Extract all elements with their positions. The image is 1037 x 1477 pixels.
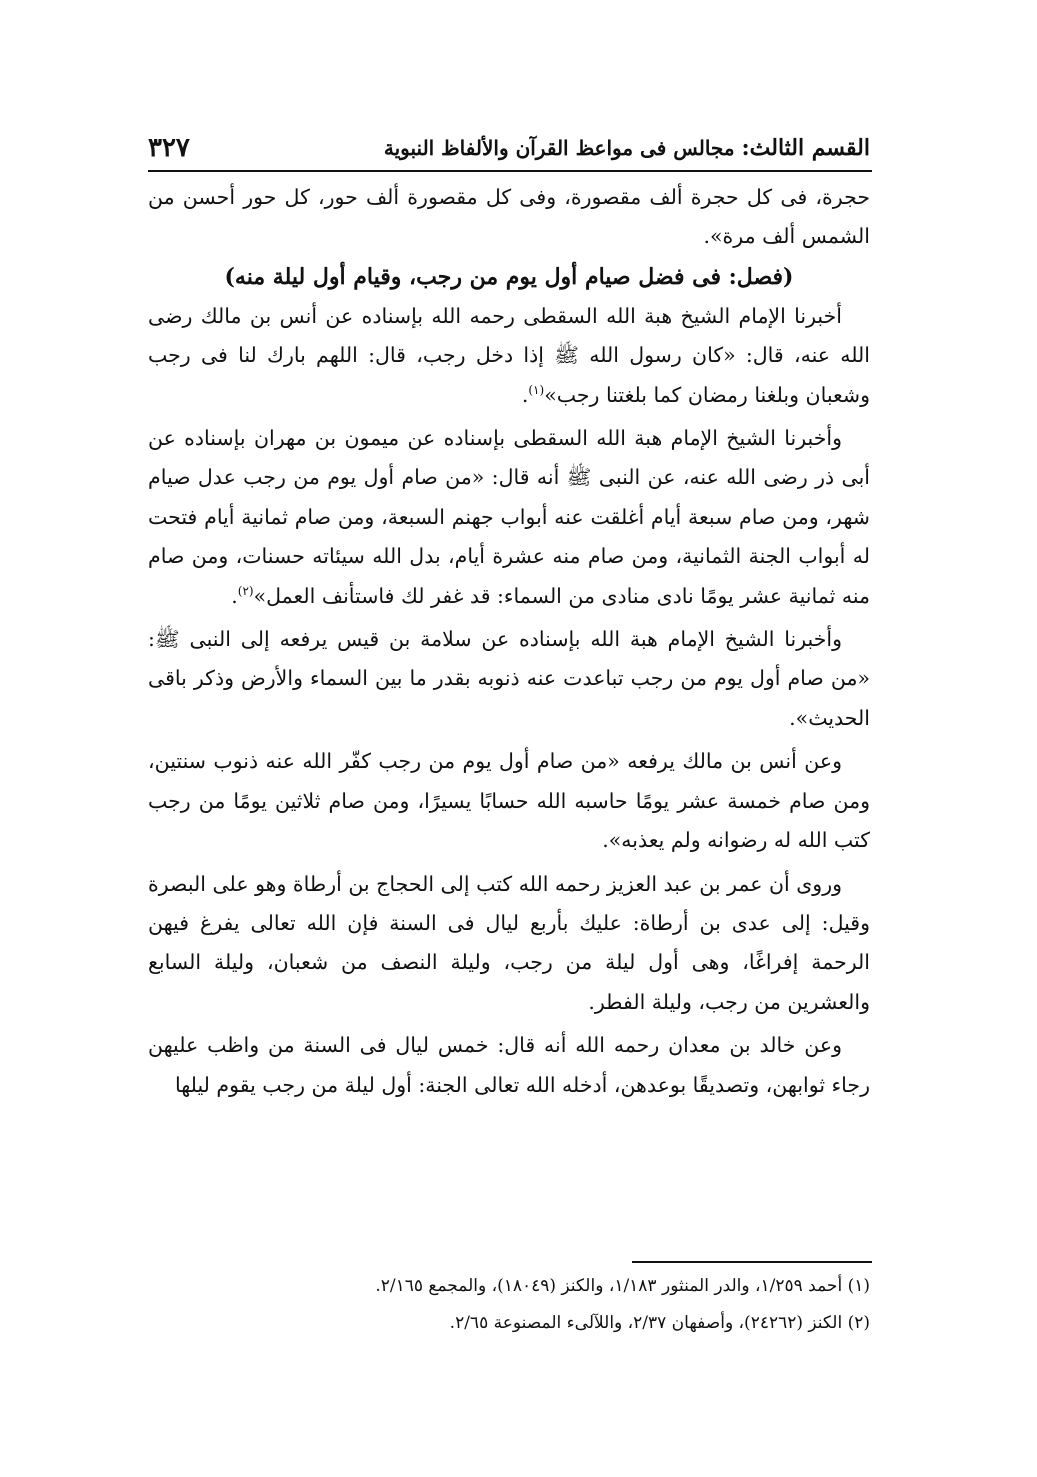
- footnote-ref-1: (١): [528, 382, 545, 397]
- paragraph-2: وأخبرنا الشيخ الإمام هبة الله السقطى بإسناده عن ميمون بن مهران بإسناده عن أبى ذر رضى الله عنه، عن النبى ﷺ أنه قال: «من صام أول يوم من رجب عدل صيام شهر، ومن صام سبعة أيام أغلقت عنه أبواب جهنم السبعة، ومن صام ثمانية أيام فتحت له أبواب الجنة الثمانية، ومن صام منه عشرة أيام، بدل الله سيئاته حسنات، ومن صام منه ثمانية عشر يومًا نادى منادى من السماء: قد غفر لك فاستأنف العمل»$^{(٢)}$.: [148, 426, 870, 608]
- footnote-1: (١) أحمد ١/٢٥٩، والدر المنثور ١/١٨٣، والكنز (١٨٠٤٩)، والمجمع ٢/١٦٥.: [375, 1276, 870, 1296]
- header-rule: [148, 170, 872, 172]
- section-heading: (فصل: فى فضل صيام أول يوم من رجب، وقيام أول ليلة منه): [224, 263, 794, 290]
- footnote-rule: [632, 1261, 872, 1263]
- running-header: [148, 128, 870, 168]
- main-text: [148, 178, 870, 1105]
- paragraph-4: وعن أنس بن مالك يرفعه «من صام أول يوم من رجب كفّر الله عنه ذنوب سنتين، ومن صام خمسة عشر يومًا حاسبه الله حسابًا يسيرًا، ومن صام ثلاثين يومًا من رجب كتب الله له رضوانه ولم يعذبه».: [148, 749, 870, 853]
- paragraph-1-text: أخبرنا الإمام الشيخ هبة الله السقطى رحمه الله بإسناده عن أنس بن مالك رضى الله عنه، قال: «كان رسول الله ﷺ إذا دخل رجب، قال: اللهم بارك لنا فى رجب وشعبان وبلغنا رمضان كما بلغتنا رجب»: [148, 303, 870, 407]
- paragraph-3: وأخبرنا الشيخ الإمام هبة الله بإسناده عن سلامة بن قيس يرفعه إلى النبى ﷺ: «من صام أول يوم من رجب تباعدت عنه ذنوبه بقدر ما بين السماء والأرض وذكر باقى الحديث».: [148, 627, 870, 730]
- continuation-paragraph: حجرة، فى كل حجرة ألف مقصورة، وفى كل مقصورة ألف حور، كل حور أحسن من الشمس ألف مرة».: [148, 185, 870, 249]
- paragraph-5: وروى أن عمر بن عبد العزيز رحمه الله كتب إلى الحجاج بن أرطاة وهو على البصرة وقيل: إلى عدى بن أرطاة: عليك بأربع ليال فى السنة فإن الله تعالى يفرغ فيهن الرحمة إفراغًا، وهى أول ليلة من رجب، وليلة النصف من شعبان، وليلة السابع والعشرين من رجب، وليلة الفطر.: [148, 871, 870, 1014]
- paragraph-1: أخبرنا الإمام الشيخ هبة الله السقطى رحمه الله بإسناده عن أنس بن مالك رضى الله عنه، قال: «كان رسول الله ﷺ إذا دخل رجب، قال: اللهم بارك لنا فى رجب وشعبان وبلغنا رمضان كما بلغتنا رجب»$^{(١)}$.: [148, 303, 870, 407]
- footnote-2: (٢) الكنز (٢٤٢٦٢)، وأصفهان ٢/٣٧، واللآلىء المصنوعة ٢/٦٥.: [449, 1313, 870, 1333]
- running-title: [384, 135, 870, 161]
- paragraph-2-text: وأخبرنا الشيخ الإمام هبة الله السقطى بإسناده عن ميمون بن مهران بإسناده عن أبى ذر رضى الله عنه، عن النبى ﷺ أنه قال: «من صام أول يوم من رجب عدل صيام شهر، ومن صام سبعة أيام أغلقت عنه أبواب جهنم السبعة، ومن صام ثمانية أيام فتحت له أبواب الجنة الثمانية، ومن صام منه عشرة أيام، بدل الله سيئاته حسنات، ومن صام منه ثمانية عشر يومًا نادى منادى من السماء: قد غفر لك فاستأنف العمل»: [148, 426, 870, 608]
- footnotes: [148, 1268, 870, 1342]
- part-subtitle: مجالس فى مواعظ القرآن والألفاظ النبوية: [383, 136, 742, 160]
- page-number: ٣٢٧: [148, 133, 190, 163]
- paragraph-6: وعن خالد بن معدان رحمه الله أنه قال: خمس ليال فى السنة من واظب عليهن رجاء ثوابهن، وتصديقًا بوعدهن، أدخله الله تعالى الجنة: أول ليلة من رجب يقوم ليلها: [148, 1033, 870, 1097]
- part-label: القسم الثالث:: [741, 135, 870, 161]
- footnote-ref-2: (٢): [237, 583, 254, 598]
